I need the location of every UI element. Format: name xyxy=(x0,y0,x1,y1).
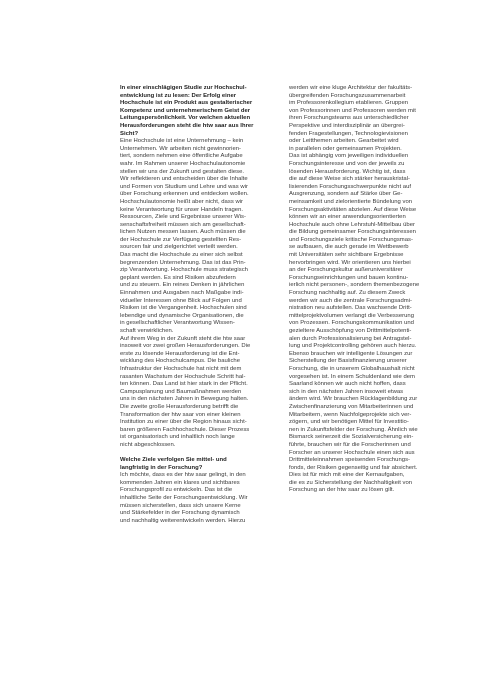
text-line: zögern, und wir benötigen Mittel für Investitio- xyxy=(289,419,409,426)
text-line: Unternehmen. Wir arbeiten nicht gewinnorien- xyxy=(120,145,242,152)
text-line: Ausgrenzung, sondern auf Stärke über Ge- xyxy=(289,191,403,198)
text-line: Forschungsaktivitäten abzielen. Auf diese Weise xyxy=(289,206,417,213)
text-line: Eine Hochschule ist eine Unternehmung – kein xyxy=(120,138,244,145)
text-line: Die zweite große Herausforderung betrifft die xyxy=(120,403,239,410)
text-line: schaft verwirklichen. xyxy=(120,328,174,334)
text-line: zip Verantwortung. Hochschule muss strategisch xyxy=(120,267,248,274)
text-line: Institution zu einer über die Region hinaus sicht- xyxy=(120,419,247,426)
text-line: im Professorenkollegium etablieren. Gruppen xyxy=(289,100,409,107)
text-line: ten können. Das Land ist hier stark in der Pflicht. xyxy=(120,381,248,388)
text-line: Forschungsinteresse und von der jeweils zu xyxy=(289,160,405,167)
text-line: lichen Nutzen messen lassen. Auch müssen die xyxy=(120,229,246,236)
text-line: sich in den nächsten Jahren insoweit etwas xyxy=(289,388,404,395)
text-line: führte, brauchen wir für die Forscherinnen und xyxy=(289,441,411,448)
text-line: nicht abgeschlossen. xyxy=(120,441,176,448)
text-line: Forschung an der htw saar zu lösen gilt. xyxy=(289,487,395,494)
text-line: und Forschungsziele kritische Forschungsmas- xyxy=(289,236,413,243)
text-line: Ich möchte, dass es der htw saar gelingt, in den xyxy=(120,472,246,479)
text-line: lung und Projektcontrolling gehören auch hierzu. xyxy=(289,343,417,350)
text-line: und nachhaltig weiterentwickeln werden. Hierzu xyxy=(120,517,246,524)
text-line: lisierenden Forschungsschwerpunkte nicht auf xyxy=(289,183,412,190)
question-line: entwicklung ist zu lesen: Der Erfolg einer xyxy=(120,92,237,99)
text-line: die es zu Sicherstellung der Nachhaltigkeit von xyxy=(289,479,413,486)
text-line: meinsamkeit und zielorientierte Bündelung von xyxy=(289,198,413,205)
question-line: Hochschule ist ein Produkt aus gestalterischer xyxy=(120,100,253,107)
text-line: über Forschung erkennen und entdecken wollen. xyxy=(120,191,249,198)
text-line: senschaftsfreiheit müssen sich am gesellschaft- xyxy=(120,221,246,228)
text-line: Hochschulautonomie heißt aber nicht, dass wir xyxy=(120,198,244,205)
text-line: und Formen von Studium und Lehre und was wir xyxy=(120,183,248,190)
text-line: oder Leitthemen arbeiten. Gearbeitet wird xyxy=(289,138,399,145)
question-line: In einer einschlägigen Studie zur Hochschul- xyxy=(120,85,247,91)
text-line: Ebenso brauchen wir intelligente Lösungen zur xyxy=(289,350,413,357)
text-line: Das macht die Hochschule zu einer sich selbst xyxy=(120,252,243,259)
text-line: inhaltliche Seite der Forschungsentwicklung. Wir xyxy=(120,495,248,502)
question-line: Welche Ziele verfolgen Sie mittel- und xyxy=(120,457,227,464)
text-line: Mitarbeitern, wenn Nachfolgeprojekte sich ver- xyxy=(289,411,412,418)
text-line: wahr. Im Rahmen unserer Hochschulautonomie xyxy=(120,160,246,167)
text-line: nistration neu aufstellen. Das wachsende Dritt- xyxy=(289,305,412,312)
text-line: und Stärkefelder in der Forschung dynamisch xyxy=(120,510,240,517)
text-line: alen durch Professionalisierung bei Antragstel- xyxy=(289,335,412,342)
text-line: fenden Fragestellungen, Technologievisionen xyxy=(289,130,408,137)
text-line: der Hochschule zur Verfügung gestellten Res- xyxy=(120,236,242,243)
text-line: die auf diese Weise sich stärker herauskristal- xyxy=(289,176,410,183)
text-line: Infrastruktur der Hochschule hat nicht mit dem xyxy=(120,365,242,372)
text-line: werden wir auch die zentrale Forschungsadmi- xyxy=(289,297,413,304)
text-line: ist organisatorisch und inhaltlich noch lange xyxy=(120,434,235,441)
text-line: Drittmitteleinnahmen speisenden Forschungs- xyxy=(289,457,411,464)
text-line: Wir reflektieren und entscheiden über die Inhalte xyxy=(120,176,248,183)
text-line: können wir an einer anwendungsorientierten xyxy=(289,214,406,221)
text-line: keine Verantwortung für unser Handeln tragen. xyxy=(120,206,244,213)
text-line: lebendige und dynamische Organisationen, die xyxy=(120,312,244,319)
paragraph-gap xyxy=(120,450,272,458)
text-line: Transformation der htw saar von einer kleinen xyxy=(120,411,241,418)
text-line: mittelprojektvolumen verlangt die Verbesserung xyxy=(289,312,415,319)
question-line: Kompetenz und unternehmerischem Geist der xyxy=(120,107,251,114)
text-line: Perspektive und interdisziplinär an übergrei- xyxy=(289,122,405,129)
text-line: se aufbauen, die auch gerade im Wettbewerb xyxy=(289,244,409,251)
text-line: hervorbringen wird. Wir orientieren uns hierbei xyxy=(289,259,411,266)
text-line: Einnahmen und Ausgaben nach Maßgabe indi- xyxy=(120,290,244,297)
text-line: an der Forschungskultur außeruniversitärer xyxy=(289,267,403,274)
text-line: vorgesehen ist. In einem Schuldenland wie dem xyxy=(289,373,415,380)
text-line: gezieltere Ausschöpfung von Drittmittelpotenti- xyxy=(289,328,412,334)
text-line: übergreifenden Forschungszusammenarbeit xyxy=(289,92,406,99)
text-line: von Professorinnen und Professoren werden mit xyxy=(289,107,416,114)
text-line: sourcen fair und zielgerichtet verteilt werden. xyxy=(120,244,238,251)
question-line: Sicht? xyxy=(120,130,139,137)
question-line: langfristig in der Forschung? xyxy=(120,464,203,471)
text-line: Hochschule auch ohne Lehrstuhl-Mittelbau über xyxy=(289,221,415,228)
text-line: tiert, sondern nehmen eine öffentliche Aufgabe xyxy=(120,153,243,160)
text-line: insoweit vor zwei großen Herausforderungen. Die xyxy=(120,343,251,350)
text-line: Forscher an unserer Hochschule einen sich aus xyxy=(289,449,415,456)
text-line: in gesellschaftlicher Verantwortung Wissen- xyxy=(120,320,235,327)
right-text-column xyxy=(289,85,441,495)
text-line: vidueller Interessen ohne Blick auf Folgen und xyxy=(120,297,242,304)
text-line: werden wir eine kluge Architektur der fakultäts- xyxy=(289,85,413,91)
text-line: Forschungseinrichtungen und bauen kontinu- xyxy=(289,274,409,281)
text-line: Forschungsprofil zu entwickeln. Das ist die xyxy=(120,487,233,494)
text-line: baren größeren Fachhochschule. Dieser Prozess xyxy=(120,426,250,433)
text-line: müssen sicherstellen, dass sich unsere Kerne xyxy=(120,502,241,509)
text-line: Forschung nachhaltig auf. Zu diesem Zweck xyxy=(289,290,406,297)
left-text-column xyxy=(120,85,272,525)
text-line: ihren Forschungsteams aus unterschiedlicher xyxy=(289,115,409,122)
text-line: stellen wir uns der Zukunft und gestalten diese. xyxy=(120,168,245,175)
text-line: ierlich nicht personen-, sondern themenbezogene xyxy=(289,282,420,289)
text-line: von Prozessen. Forschungskommunikation und xyxy=(289,320,414,327)
text-line: Bismarck seinerzeit die Sozialversicherung ein- xyxy=(289,434,414,441)
text-line: Ressourcen, Ziele und Ergebnisse unserer Wis- xyxy=(120,214,246,221)
text-line: Risiken ist die Vergangenheit. Hochschulen sind xyxy=(120,305,247,312)
text-line: Sicherstellung der Basisfinanzierung unserer xyxy=(289,358,407,365)
text-line: wicklung des Hochschulcampus. Die bauliche xyxy=(120,358,241,365)
text-line: Campusplanung und Baumaßnahmen werden xyxy=(120,388,242,395)
text-line: begrenzenden Unternehmung. Das ist das Prin- xyxy=(120,259,246,266)
text-line: Saarland können wir auch nicht hoffen, dass xyxy=(289,381,406,388)
text-line: rasanten Wachstum der Hochschule Schritt hal- xyxy=(120,373,246,380)
text-line: und zu steuern. Ein reines Denken in jährlichen xyxy=(120,282,245,289)
question-line: Leitungspersönlichkeit. Vor welchen aktuellen xyxy=(120,115,251,122)
text-line: kommenden Jahren ein klares und sichtbares xyxy=(120,479,240,486)
text-line: nen in Zukunftsfelder der Forschung. Ähnlich wie xyxy=(289,426,418,433)
text-line: ändern wird. Wir brauchen Rücklagenbildung zur xyxy=(289,396,418,403)
text-line: fonds, der Risiken gegenseitig und fair absichert. xyxy=(289,464,418,471)
text-line: mit Universitäten sehr sichtbare Ergebnisse xyxy=(289,252,404,259)
text-line: erste zu lösende Herausforderung ist die Ent- xyxy=(120,350,240,357)
text-line: Auf ihrem Weg in der Zukunft steht die htw saar xyxy=(120,335,246,342)
question-line: Herausforderungen steht die htw saar aus Ihrer xyxy=(120,122,254,129)
text-line: geplant werden. Es sind Risiken abzufedern xyxy=(120,274,236,281)
text-line: Zwischenfinanzierung von Mitarbeiterinnen und xyxy=(289,403,414,410)
text-line: die Bildung gemeinsamer Forschungsinteressen xyxy=(289,229,416,236)
text-line: Forschung, die in unserem Globalhaushalt nicht xyxy=(289,365,415,372)
text-line: lösenden Herausforderung. Wichtig ist, dass xyxy=(289,168,406,175)
text-line: in parallelen oder gemeinsamen Projekten. xyxy=(289,145,402,152)
text-line: Dies ist für mich mit eine der Kernaufgaben, xyxy=(289,472,405,479)
text-line: uns in den nächsten Jahren in Bewegung halten. xyxy=(120,396,249,403)
text-line: Das ist abhängig vom jeweiligen individuellen xyxy=(289,153,409,160)
